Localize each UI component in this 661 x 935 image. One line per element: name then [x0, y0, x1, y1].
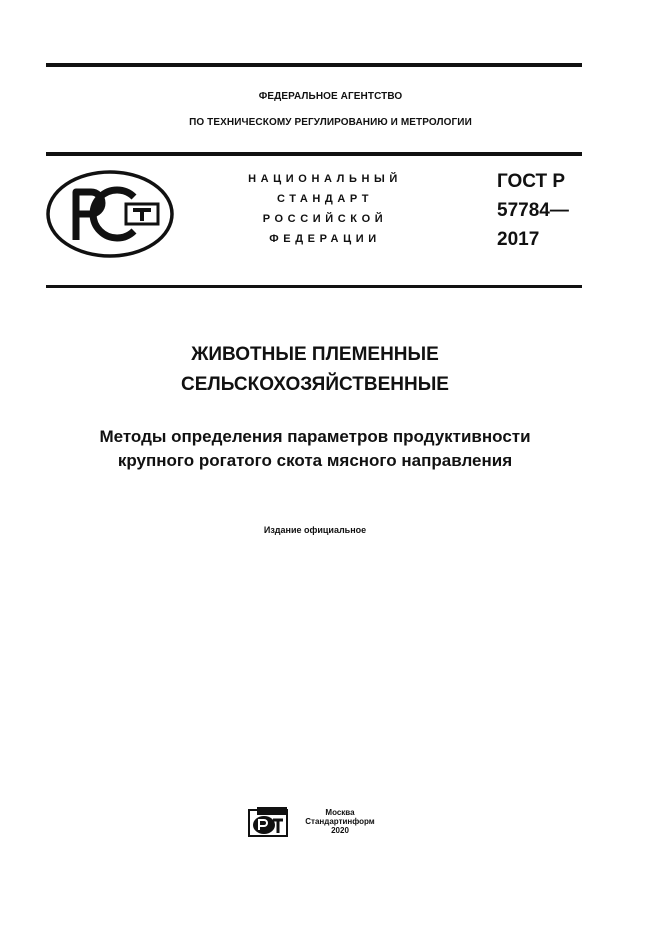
publisher-name: Стандартинформ: [305, 817, 375, 826]
document-title-line1: ЖИВОТНЫЕ ПЛЕМЕННЫЕ: [191, 344, 439, 365]
designation-line2: 57784—: [497, 200, 569, 221]
agency-name-line2: ПО ТЕХНИЧЕСКОМУ РЕГУЛИРОВАНИЮ И МЕТРОЛОГИИ: [189, 117, 472, 128]
document-subtitle-line2: крупного рогатого скота мясного направления: [117, 451, 513, 470]
agency-name-line1: ФЕДЕРАЛЬНОЕ АГЕНТСТВО: [258, 91, 403, 102]
standartinform-logo-icon: [247, 806, 289, 838]
top-rule: [46, 63, 582, 67]
publisher-year: 2020: [331, 826, 349, 835]
bottom-rule: [46, 285, 582, 288]
edition-label: Издание официальное: [263, 525, 367, 535]
document-title-line2: СЕЛЬСКОХОЗЯЙСТВЕННЫЕ: [181, 374, 449, 395]
rst-logo-icon: [46, 170, 174, 258]
document-subtitle-line1: Методы определения параметров продуктивности: [99, 427, 531, 446]
designation-line3: 2017: [497, 229, 540, 250]
standard-type-line1: НАЦИОНАЛЬНЫЙ: [248, 173, 402, 185]
standard-type-line3: РОССИЙСКОЙ: [262, 213, 388, 225]
publisher-city: Москва: [325, 808, 355, 817]
middle-rule: [46, 152, 582, 156]
designation-line1: ГОСТ Р: [497, 171, 566, 192]
standard-type-line4: ФЕДЕРАЦИИ: [269, 233, 381, 245]
standard-type-line2: СТАНДАРТ: [276, 193, 374, 205]
